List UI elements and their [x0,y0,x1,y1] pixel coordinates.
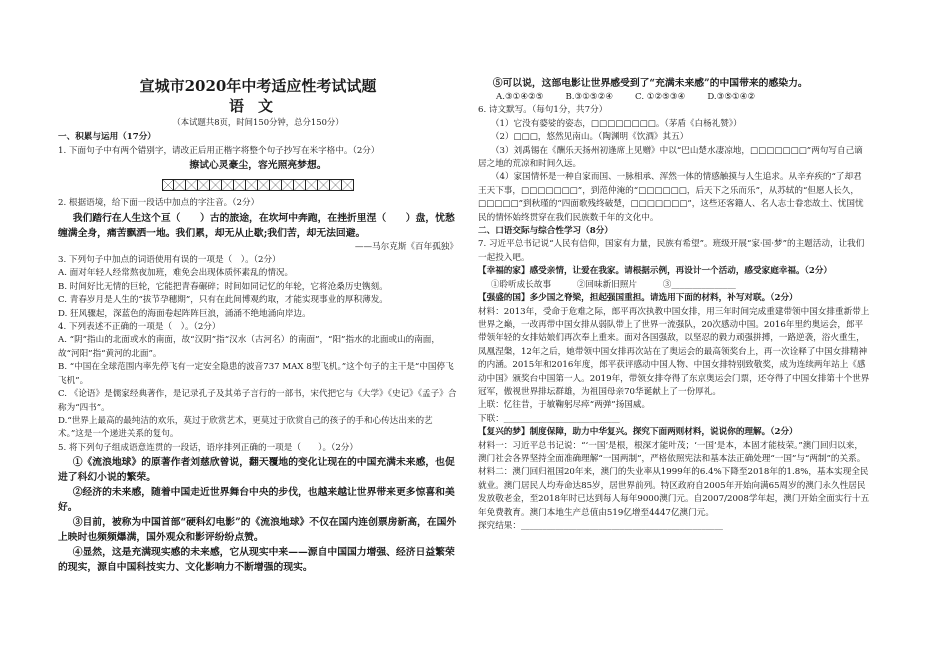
text-line: 4. 下列表述不正确的一项是（ ）。（2分） [58,322,221,333]
mi-grid-cell[interactable] [318,179,330,191]
text-line: 上联：忆往昔，于敏鞠躬尽瘁“两弹”扬国威。 [478,400,651,411]
text-line: 【幸福的家】感受亲情，让爱在我家。请根据示例，再设计一个活动，感受家庭幸福。（2分） [478,266,833,277]
subject-title: 语文 [228,97,287,115]
text-line: ③目前，被称为中国首部“硬科幻电影”的《流浪地球》不仅在国内连创票房新高，在国外上映时也频频爆满，国外观众和影评纷纷点赞。 [58,517,457,544]
text-line: （1）它没有婆娑的姿态，□□□□□□□□。（茅盾《白杨礼赞》） [490,118,742,129]
mi-grid-cell[interactable] [198,179,210,191]
text-line: ②经济的未来感，随着中国走近世界舞台中央的步伐，也越来越让世界带来更多惊喜和美好。 [58,487,455,514]
text-line: ——马尔克斯《百年孤独》 [354,241,458,252]
text-line: ①聆听成长故事 ②回味新旧照片 ③_______________ [490,279,736,290]
text-line: 6. 诗文默写。（每句1分，共7分） [478,105,608,116]
mi-grid-cell[interactable] [306,179,318,191]
mi-grid-cell[interactable] [294,179,306,191]
text-line: 材料二：澳门回归祖国20年来，澳门的失业率从1999年的6.4%下降至2018年的1.8%，基本实现全民就业。澳门居民人均寿命达85岁，居世界前列。特区政府自2005年开始向满65周岁的澳门永久性居民发放敬老金，至2018年时已达到每人每年9000澳门元。自2007/2008学年起，澳门开始全面实行十五年免费教育。澳门本地生产总值由519亿增至4447亿澳门元。 [478,467,870,518]
text-line: （3）刘禹锡在《酬乐天扬州初逢席上见赠》中以“巴山楚水凄凉地，□□□□□□□”两句写自己谪居之地的荒凉和时间久远。 [478,145,863,170]
text-line: C. 青春岁月是人生的“拔节孕穗期”，只有在此间博观约取，才能实现事业的厚积薄发。 [58,295,388,306]
mi-grid-cell[interactable] [258,179,270,191]
text-line: A. 面对年轻人经常熬夜加班，难免会出现体质怀素乱的情况。 [58,268,294,279]
text-line: ⑤可以说，这部电影让世界感受到了“充满未来感”的中国带来的感染力。 [492,78,808,89]
text-line: A. “阴”指山的北面或水的南面，故“汉阴”指“汉水（古河名）的南面”，“阳”指水的北面或山的南面，故“河阳”指“黄河的北面”。 [58,335,440,359]
text-line: 1. 下面句子中有两个错别字，请改正后用正楷字将整个句子抄写在米字格中。（2分） [58,145,380,156]
text-line: ④显然，这是充满现实感的未来感，它从现实中来——源自中国国力增强、经济日益繁荣的现实，源自中国科技实力、文化影响力不断增强的现实。 [58,547,455,574]
text-line: 7. 习近平总书记说“人民有信仰，国家有力量，民族有希望”。班级开展“家·国·梦”的主题活动，让我们一起投入吧。 [478,239,865,263]
exam-note: （本试题共8页，时间150分钟，总分150分） [172,117,344,127]
text-line: D. 狂风骤起，深蓝色的海面卷起阵阵巨浪，涌涌不绝地涌向岸边。 [58,308,311,319]
text-line: （4）家国情怀是一种自家而国、一脉相承、浑然一体的情感触摸与人生追求。从辛弃疾的“了却君王天下事，□□□□□□□”，到范仲淹的“□□□□□□，后天下之乐而乐”，从苏轼的“但愿人长久，□□□□□”到秋瑾的“四面歌残终破楚，□□□□□□□”，这些还客籍人、名人志士眷恋故土、忧国忧民的情怀始终贯穿在我们民族数千年的文化中。 [478,172,864,223]
q5-options [478,91,870,104]
left-column [58,0,458,575]
text-line: 探究结果：_______________________________________________ [478,521,723,531]
mi-grid-cell[interactable] [270,179,282,191]
mi-grid-cell[interactable] [246,179,258,191]
mi-character-grid[interactable] [58,179,458,191]
mi-grid-cell[interactable] [186,179,198,191]
mi-grid-cell[interactable] [282,179,294,191]
section-heading: 一、积累与运用（17分） [58,132,156,143]
section-heading: 二、口语交际与综合性学习（8分） [478,226,613,237]
text-line: 材料：2013年，受命于危难之际，郎平再次执教中国女排，用三年时间完成重建带领中国女排重新带上世界之巅，一改再带中国女排从弱队带上了世界一流强队，20次感动中国。2016年里约奥运会，郎平带领年轻的女排姑娘们再次奉上重来。面对各国强敌，以坚忍的毅力顽强拼搏，一路逆袭，浴火重生，凤凰涅槃，12年之后，她带领中国女排再次站在了奥运会的最高领奖台上，再一次诠释了中国女排精神的内涵。2015年和2016年度，郎平获评感动中国人物、中国女排特别致敬奖，成为连续两年站上《感动中国》颁奖台中国第一人。2019年，带领女排夺得了东京奥运会门票，还夺得了中国女排第十个世界冠军，傲视世界排坛群雄，为祖国母亲70华诞献上了一份厚礼。 [478,306,870,397]
text-line: C. 《论语》是儒家经典著作，是记录孔子及其弟子言行的一部书，宋代把它与《大学》《史记》《孟子》合称为“四书”。 [58,389,457,413]
mi-grid-cell[interactable] [174,179,186,191]
q5-option: A.③①④②⑤ [496,92,544,102]
text-line: B. “中国在全球范围内率先停飞有一定安全隐患的波音737 MAX 8型飞机。”这个句子的主干是“中国停飞飞机”。 [58,362,454,386]
mi-grid-cell[interactable] [234,179,246,191]
mi-grid-cell[interactable] [222,179,234,191]
text-line: 下联：___________________________ [478,413,620,424]
text-line: 2. 根据语境，给下面一段话中加点的字注音。（2分） [58,198,260,209]
mi-grid-cell[interactable] [162,179,174,191]
text-line: 擦试心灵豪尘，容光照亮梦想。 [189,160,327,172]
text-line: 我们踏行在人生这个亘（ ）古的旅途，在坎坷中奔跑，在挫折里涅（ ）盘，忧愁缠满全身，痛苦飘洒一地。我们累，却无从止歇;我们苦，却无法回避。 [58,212,455,239]
right-column [478,0,870,533]
q5-option: D.③⑤①④② [707,92,756,102]
text-line: B. 时间好比无情的巨轮，它能把青春碾碎；时间如同记忆的年轮，它将沧桑历史镌刻。 [58,281,388,292]
exam-title: 宣城市2020年中考适应性考试试题 [139,77,377,95]
text-line: 5. 将下列句子组成语意连贯的一段话，语序排列正确的一项是（ ）。（2分） [58,442,358,453]
text-line: 材料一：习近平总书记说：“‘一国’是根，根深才能叶茂；‘一国’是本，本固才能枝荣。”澳门回归以来，澳门社会各界坚持全面准确理解“一国两制”，严格依照宪法和基本法正确处理“一国”与“两制”的关系。 [478,440,866,464]
text-line: ①《流浪地球》的原著作者刘慈欣曾说，翻天覆地的变化让现在的中国充满未来感，也促进了科幻小说的繁荣。 [58,457,455,484]
text-line: 【强盛的国】多少国之脊梁，担起强国重担。请选用下面的材料，补写对联。（2分） [478,293,798,304]
text-line: D.“世界上最高的最纯洁的欢乐，莫过于欣赏艺术，更莫过于欣赏自己的孩子的手和心传达出来的艺术。”这是一个递进关系的复句。 [58,415,433,440]
text-line: 【复兴的梦】制度保障，助力中华复兴。探究下面两则材料，说说你的理解。（2分） [478,427,798,438]
q5-option: C. ①②⑤③④ [635,92,686,102]
text-line: 3. 下列句子中加点的词语使用有误的一项是（ ）。（2分） [58,255,281,266]
q5-option: B.③①⑤②④ [565,92,614,102]
mi-grid-cell[interactable] [210,179,222,191]
mi-grid-cell[interactable] [330,179,342,191]
mi-grid-cell[interactable] [342,179,354,191]
text-line: （2）□□□，悠然见南山。（陶渊明《饮酒》其五） [490,132,689,143]
